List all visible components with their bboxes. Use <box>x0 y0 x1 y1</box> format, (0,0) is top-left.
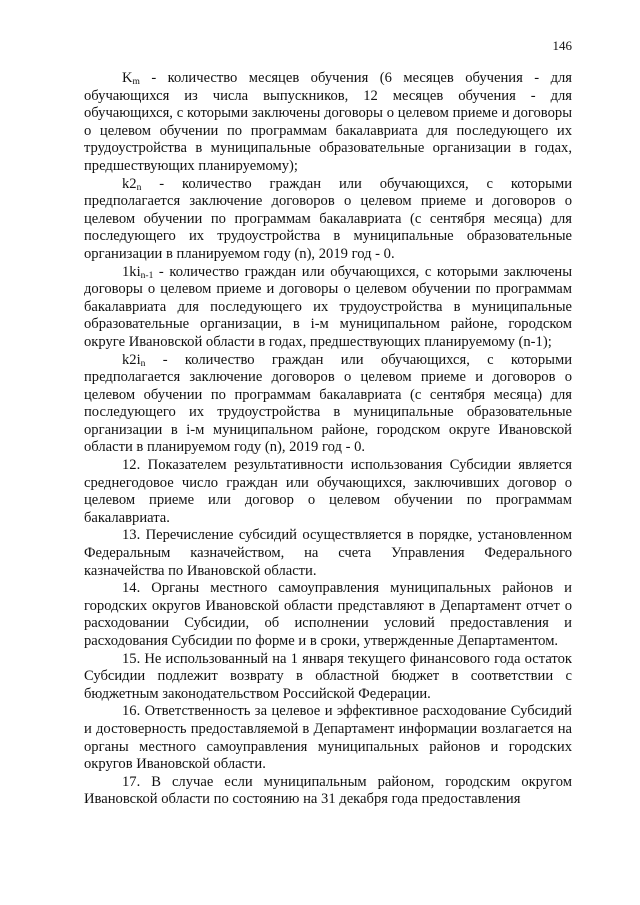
paragraph-k2i-definition <box>84 352 572 458</box>
paragraph-12: 12. Показателем результативности использования Субсидии является среднегодовое число граждан или обучающихся, заключивших договор о целевом приеме или договор о целевом обучении по программам бакалавриата. <box>84 457 572 526</box>
symbol-k2n: k2 <box>122 175 137 192</box>
paragraph-13: 13. Перечисление субсидий осуществляется в порядке, установленном Федеральным казначейством, на счета Управления Федерального казначейства по Ивановской области. <box>84 527 572 579</box>
paragraph-ki-definition <box>84 264 572 352</box>
page-number: 146 <box>552 38 572 53</box>
symbol-km: K <box>122 70 133 86</box>
paragraph-14: 14. Органы местного самоуправления муниципальных районов и городских округов Ивановской области представляют в Департамент отчет о расходовании Субсидии, об исполнении условий предоставления и расходования Субсидии по форме и в сроки, утвержденные Департаментом. <box>84 580 572 649</box>
document-body <box>84 70 572 809</box>
definition-k2i-text: - количество граждан или обучающихся, с которыми предполагается заключение договоров о целевом приеме и договоров о целевом обучении по программам бакалавриата (с сентября месяца) для последующего их трудоустройства в муниципальные образовательные организации в i-м муниципальном районе, городском округе Ивановской области в планируемом году (n), 2019 год - 0. <box>84 351 572 456</box>
symbol-ki-subscript: n-1 <box>140 270 154 281</box>
symbol-km-subscript: m <box>132 77 140 87</box>
paragraph-k2n-definition <box>84 176 572 264</box>
paragraph-km-definition <box>84 70 572 176</box>
symbol-k2i: k2i <box>122 351 141 368</box>
definition-ki-text: - количество граждан или обучающихся, с которыми заключены договоры о целевом приеме и договоры о целевом обучении по программам бакалавриата для последующего их трудоустройства в муниципальные образовательные организации, в i-м муниципальном районе, городском округе Ивановской области в годах, предшествующих планируемому (n-1); <box>84 263 572 350</box>
definition-km-text: - количество месяцев обучения (6 месяцев обучения - для обучающихся из числа выпускников, 12 месяцев обучения - для обучающихся, с которыми заключены договоры о целевом приеме и договоры о целевом обучении по программам бакалавриата для последующего их трудоустройства в муниципальные образовательные организации в годах, предшествующих планируемому); <box>84 70 572 174</box>
paragraph-16: 16. Ответственность за целевое и эффективное расходование Субсидий и достоверность предоставляемой в Департамент информации возлагается на органы местного самоуправления муниципальных районов и городских округов Ивановской области. <box>84 703 572 773</box>
symbol-k2i-subscript: n <box>140 358 146 369</box>
paragraph-17: 17. В случае если муниципальным районом, городским округом Ивановской области по состоянию на 31 декабря года предоставления <box>84 773 572 808</box>
definition-k2n-text: - количество граждан или обучающихся, с которыми предполагается заключение договоров о целевом приеме и договоров о целевом обучении по программам бакалавриата (с сентября месяца) для последующего их трудоустройства в муниципальные образовательные организации в планируемом году (n), 2019 год - 0. <box>84 175 572 262</box>
symbol-k2n-subscript: n <box>136 182 142 193</box>
symbol-ki: 1ki <box>122 263 141 280</box>
paragraph-15: 15. Не использованный на 1 января текущего финансового года остаток Субсидии подлежит возврату в областной бюджет в соответствии с бюджетным законодательством Российской Федерации. <box>84 650 572 702</box>
